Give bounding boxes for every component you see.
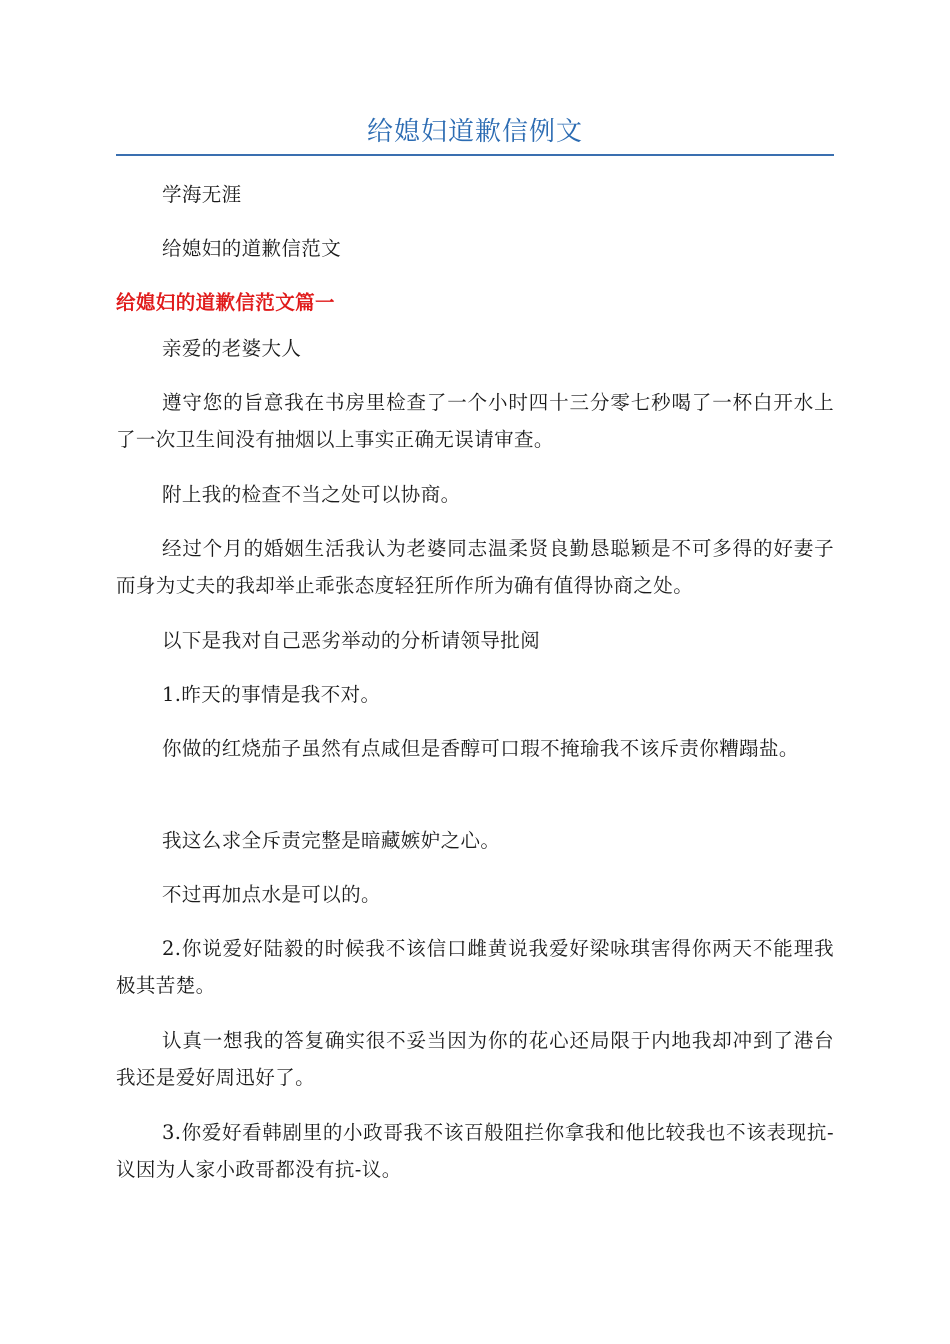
document-title: 给媳妇道歉信例文 xyxy=(366,117,583,147)
paragraph-body: 2.你说爱好陆毅的时候我不该信口雌黄说我爱好梁咏琪害得你两天不能理我极其苦楚。 xyxy=(116,937,834,997)
section-heading: 给媳妇的道歉信范文篇一 xyxy=(116,291,335,314)
paragraph-subtitle: 给媳妇的道歉信范文 xyxy=(162,237,342,260)
paragraph-motto: 学海无涯 xyxy=(162,183,242,206)
title-underline xyxy=(116,154,834,156)
paragraph-body: 1.昨天的事情是我不对。 xyxy=(162,683,381,706)
paragraph-body: 3.你爱好看韩剧里的小政哥我不该百般阻拦你拿我和他比较我也不该表现抗-议因为人家小政哥都没有抗-议。 xyxy=(116,1121,834,1181)
paragraph-body: 以下是我对自己恶劣举动的分析请领导批阅 xyxy=(162,629,541,652)
paragraph-body: 遵守您的旨意我在书房里检查了一个小时四十三分零七秒喝了一杯白开水上了一次卫生间没有抽烟以上事实正确无误请审查。 xyxy=(116,391,834,451)
paragraph-body: 认真一想我的答复确实很不妥当因为你的花心还局限于内地我却冲到了港台我还是爱好周迅好了。 xyxy=(116,1029,834,1089)
paragraph-body: 不过再加点水是可以的。 xyxy=(162,883,381,906)
paragraph-body: 我这么求全斥责完整是暗藏嫉妒之心。 xyxy=(162,829,501,852)
paragraph-body: 经过个月的婚姻生活我认为老婆同志温柔贤良勤恳聪颖是不可多得的好妻子而身为丈夫的我却举止乖张态度轻狂所作所为确有值得协商之处。 xyxy=(116,537,834,597)
paragraph-body: 你做的红烧茄子虽然有点咸但是香醇可口瑕不掩瑜我不该斥责你糟蹋盐。 xyxy=(162,737,799,760)
paragraph-body: 附上我的检查不当之处可以协商。 xyxy=(162,483,461,506)
paragraph-salutation: 亲爱的老婆大人 xyxy=(162,337,302,360)
